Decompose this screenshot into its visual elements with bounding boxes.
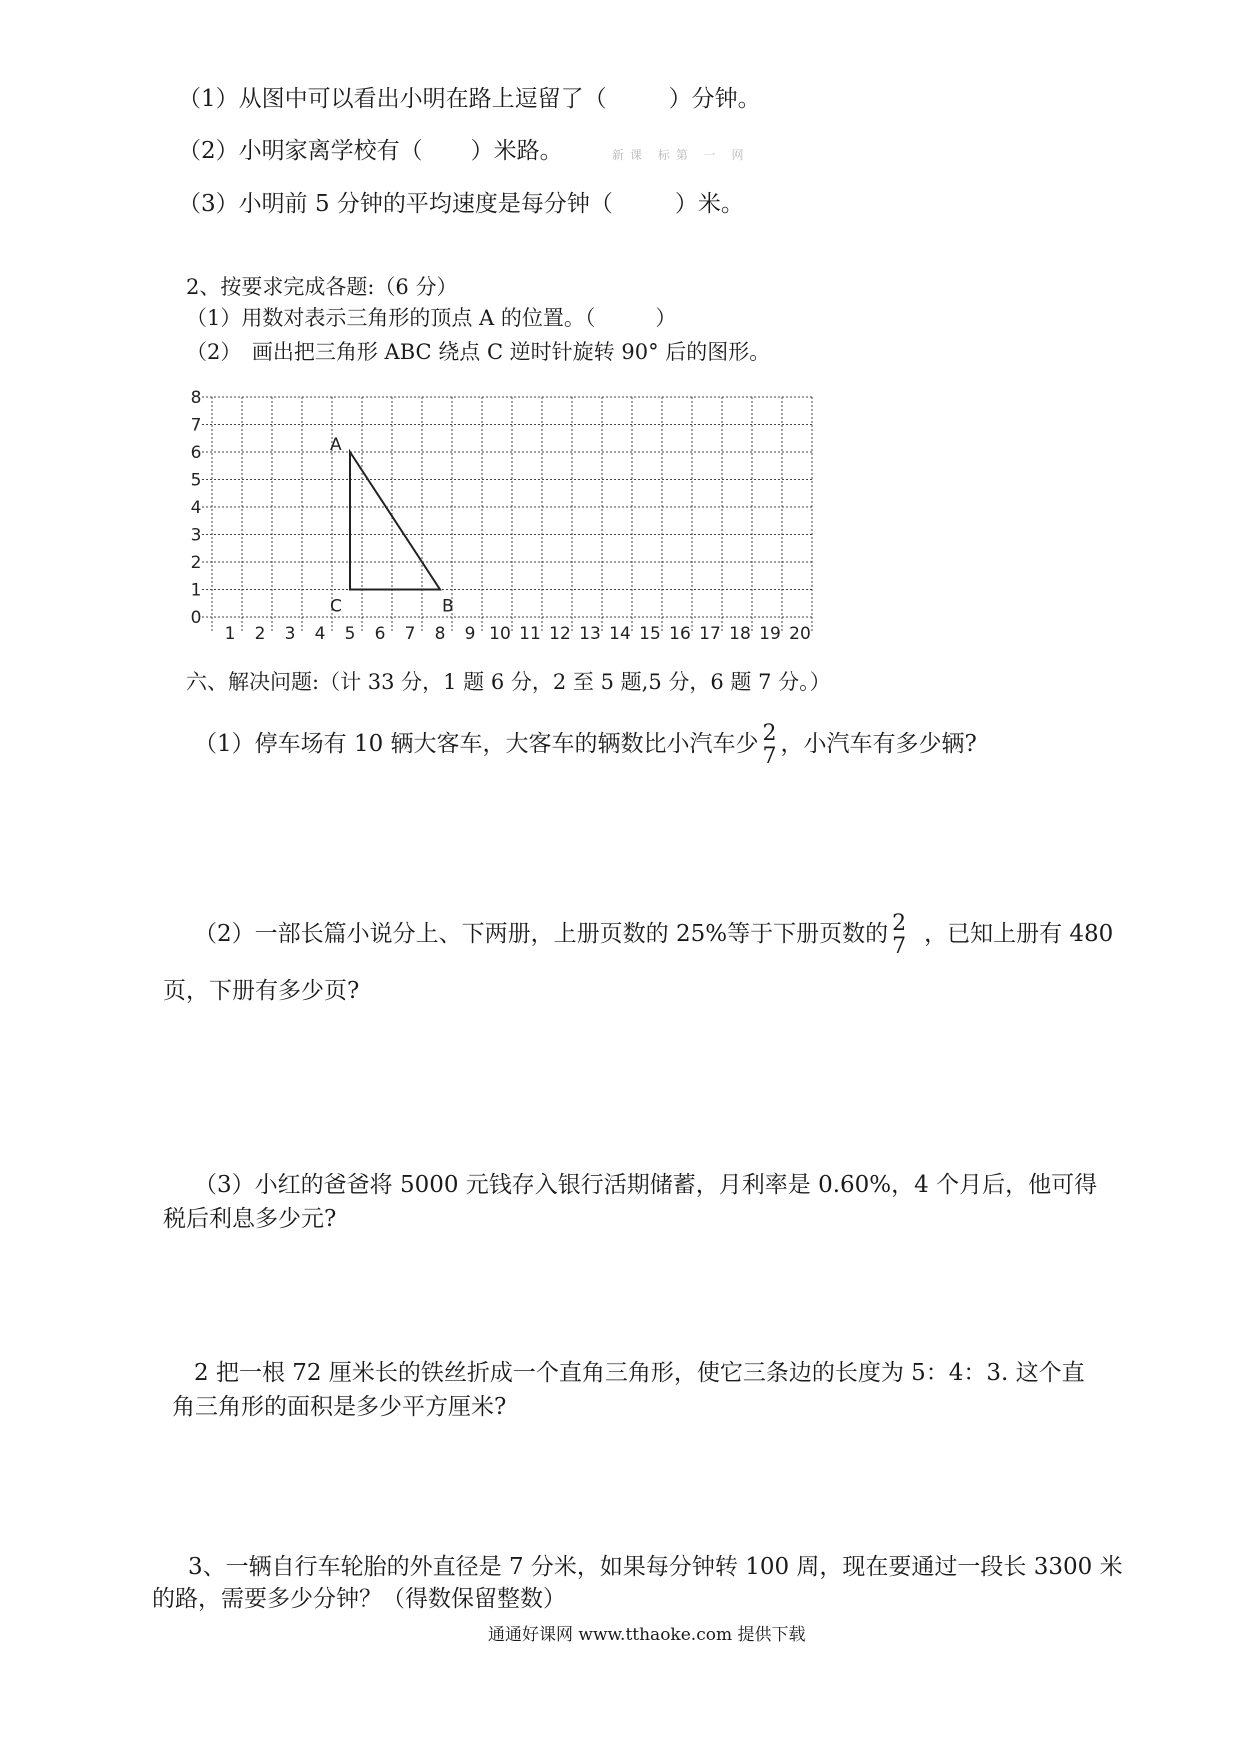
q2-sub1	[186, 308, 676, 329]
y-tick-label: 2	[190, 553, 202, 573]
y-tick-label: 8	[190, 390, 202, 408]
q1-sub3-pre: （3）小明前 5 分钟的平均速度是每分钟（	[178, 191, 613, 217]
q2-heading: 2、按要求完成各题:（6 分）	[186, 275, 458, 299]
x-tick-label: 10	[489, 624, 511, 644]
s6-q1-post: ，小汽车有多少辆?	[780, 731, 977, 758]
s6-q2-post: ，已知上册有 480	[924, 921, 1114, 948]
x-tick-label: 13	[579, 624, 601, 644]
vertex-label-b: B	[442, 596, 454, 617]
s6-q3-line2: 税后利息多少元?	[163, 1206, 337, 1232]
s6-q3-line1: （3）小红的爸爸将 5000 元钱存入银行活期储蓄，月利率是 0.60%，4 个月后，他可得	[194, 1172, 1098, 1198]
section6-heading: 六、解决问题:（计 33 分，1 题 6 分，2 至 5 题,5 分，6 题 7 分。）	[186, 670, 831, 694]
x-tick-label: 3	[284, 624, 296, 644]
y-tick-label: 3	[190, 525, 202, 546]
x-tick-label: 16	[669, 624, 691, 644]
x-tick-label: 1	[224, 624, 236, 644]
q1-sub1-pre: （1）从图中可以看出小明在路上逗留了（	[178, 86, 607, 112]
y-tick-label: 4	[190, 498, 202, 518]
x-tick-label: 9	[464, 624, 476, 644]
x-tick-label: 8	[434, 624, 446, 644]
frac-denominator: 7	[892, 934, 907, 960]
x-tick-label: 14	[609, 624, 631, 644]
x-tick-label: 18	[729, 624, 751, 644]
watermark: 新课 标第 一 网	[612, 148, 750, 162]
q1-sub1	[178, 88, 761, 111]
vertex-label-a: A	[330, 435, 342, 455]
x-tick-label: 4	[314, 624, 326, 644]
y-tick-label: 6	[190, 443, 202, 463]
x-tick-label: 11	[519, 624, 541, 644]
s6-q2-pre: （2）一部长篇小说分上、下两册，上册页数的 25%等于下册页数的	[194, 921, 889, 948]
s6-q5-line1: 3、一辆自行车轮胎的外直径是 7 分米，如果每分钟转 100 周，现在要通过一段长 3300 米	[188, 1554, 1123, 1580]
x-tick-label: 2	[254, 624, 266, 644]
s6-q2-line2: 页，下册有多少页?	[163, 978, 360, 1004]
s6-q1-pre: （1）停车场有 10 辆大客车，大客车的辆数比小汽车少	[194, 731, 759, 758]
q2-sub1-pre: （1）用数对表示三角形的顶点 A 的位置。（	[186, 306, 596, 330]
triangle-outline	[350, 452, 440, 590]
q1-sub2-post: ）米路。	[470, 138, 563, 164]
s6-q1-fraction	[763, 722, 777, 768]
q2-sub1-post: ）	[655, 306, 677, 330]
s6-q2-fraction	[892, 912, 906, 958]
y-tick-label: 5	[190, 470, 202, 491]
vertex-label-c: C	[330, 596, 342, 617]
x-tick-label: 5	[344, 624, 356, 644]
x-tick-label: 7	[404, 624, 416, 644]
y-tick-label: 0	[190, 608, 202, 628]
y-axis-labels	[191, 390, 202, 628]
x-tick-label: 17	[699, 624, 721, 644]
x-tick-label: 19	[759, 624, 781, 644]
frac-numerator: 2	[762, 721, 777, 746]
y-tick-label: 7	[190, 415, 202, 436]
s6-q5-line2: 的路，需要多少分钟？（得数保留整数）	[152, 1586, 566, 1612]
y-tick-label: 1	[190, 580, 202, 601]
q1-sub1-post: ）分钟。	[668, 86, 761, 112]
coordinate-grid	[182, 390, 832, 650]
grid-lines	[202, 397, 812, 633]
x-tick-label: 20	[789, 624, 811, 644]
s6-q1	[194, 722, 977, 768]
frac-denominator: 7	[762, 744, 777, 770]
q1-sub2	[178, 140, 563, 163]
x-tick-label: 12	[549, 624, 571, 644]
q1-sub2-pre: （2）小明家离学校有（	[178, 138, 423, 164]
x-tick-label: 6	[374, 624, 386, 644]
x-tick-label: 15	[639, 624, 661, 644]
s6-q4-line1: 2 把一根 72 厘米长的铁丝折成一个直角三角形，使它三条边的长度为 5：4：3. 这个直	[194, 1360, 1085, 1386]
x-axis-labels	[225, 624, 811, 644]
footer-credit: 通通好课网 www.tthaoke.com 提供下载	[488, 1625, 806, 1645]
s6-q2-line1	[194, 912, 1113, 958]
s6-q4-line2: 角三角形的面积是多少平方厘米?	[172, 1394, 507, 1420]
q1-sub3-post: ）米。	[674, 191, 744, 217]
q1-sub3	[178, 193, 744, 216]
frac-numerator: 2	[892, 911, 907, 936]
q2-sub2: （2） 画出把三角形 ABC 绕点 C 逆时针旋转 90° 后的图形。	[186, 340, 771, 364]
